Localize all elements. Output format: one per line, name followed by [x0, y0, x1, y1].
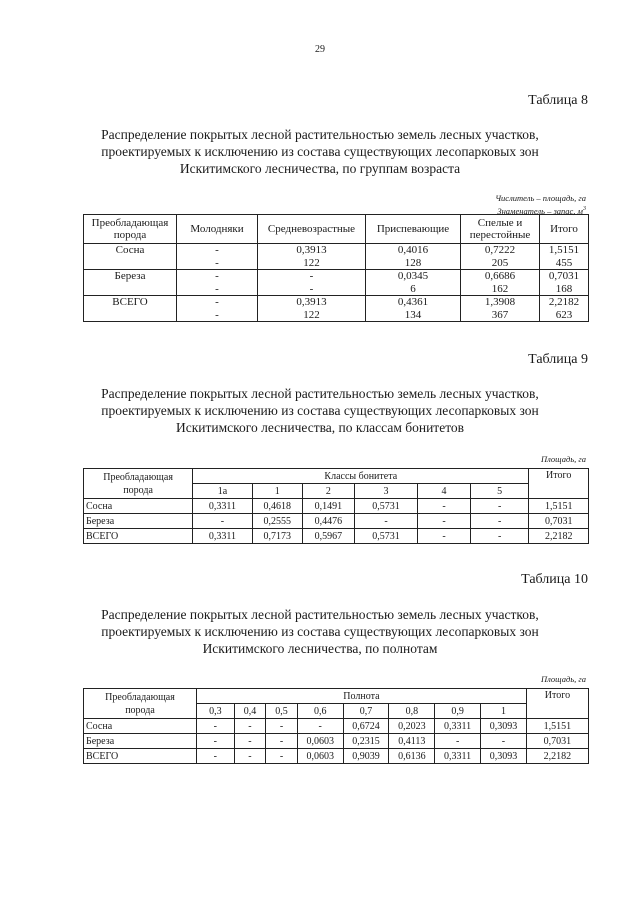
cell: - [481, 734, 527, 749]
table-8-label: Таблица 8 [528, 93, 588, 108]
cell-total: 2,2182 623 [540, 296, 589, 322]
cell-species: Береза [84, 514, 193, 529]
cell: - [234, 749, 266, 764]
header-class: 5 [470, 484, 528, 499]
caption-line: проектируемых к исключению из состава существующих лесопарковых зон [101, 403, 539, 418]
cell: 0,5731 [354, 529, 417, 544]
cell: 0,2023 [389, 719, 435, 734]
cell: 0,2315 [343, 734, 389, 749]
table-row [84, 296, 589, 322]
cell-total: 2,2182 [529, 529, 589, 544]
table-8 [83, 214, 589, 322]
table-row [84, 514, 589, 529]
header-class: 0,7 [343, 704, 389, 719]
table-row [84, 749, 589, 764]
cell: - [418, 514, 471, 529]
header-middle-aged: Средневозрастные [258, 215, 366, 244]
cell: - [354, 514, 417, 529]
table-row [84, 270, 589, 296]
cell: - [297, 719, 343, 734]
table-9-label: Таблица 9 [528, 352, 588, 367]
cell: - - [258, 270, 366, 296]
cell: 0,6724 [343, 719, 389, 734]
cell-total: 1,5151 455 [540, 244, 589, 270]
header-maturing: Приспевающие [366, 215, 461, 244]
cell: - [266, 734, 298, 749]
header-species: Преобладающая порода [84, 689, 197, 719]
table-row [84, 734, 589, 749]
header-total: Итого [526, 689, 588, 719]
header-class: 0,4 [234, 704, 266, 719]
header-young: Молодняки [177, 215, 258, 244]
cell: 0,3093 [481, 719, 527, 734]
cell: - [470, 529, 528, 544]
cell: 0,3311 [193, 499, 253, 514]
caption-line: проектируемых к исключению из состава существующих лесопарковых зон [101, 144, 539, 159]
cell: 0,3093 [481, 749, 527, 764]
cell-species: ВСЕГО [84, 529, 193, 544]
cell: 0,3913 122 [258, 296, 366, 322]
header-total: Итого [540, 215, 589, 244]
cell-total: 0,7031 [526, 734, 588, 749]
header-total: Итого [529, 469, 589, 499]
cell: - [418, 529, 471, 544]
caption-line: Искитимского лесничества, по группам возраста [179, 161, 461, 176]
cell: - - [177, 270, 258, 296]
cell: 0,4113 [389, 734, 435, 749]
page-number: 29 [315, 44, 325, 55]
cell: 0,4016 128 [366, 244, 461, 270]
cell-total: 0,7031 168 [540, 270, 589, 296]
cell: - [470, 514, 528, 529]
header-species: Преобладающая порода [84, 215, 177, 244]
header-class: 0,5 [266, 704, 298, 719]
cell: - [234, 719, 266, 734]
cell: - [418, 499, 471, 514]
table-header-row [84, 689, 589, 704]
table-header-row [84, 215, 589, 244]
cell-species: Сосна [84, 719, 197, 734]
caption-line: проектируемых к исключению из состава существующих лесопарковых зон [101, 624, 539, 639]
cell: 0,0345 6 [366, 270, 461, 296]
header-class: 0,3 [197, 704, 235, 719]
cell: - [234, 734, 266, 749]
cell-species: Береза [84, 270, 177, 296]
cell: 0,3311 [435, 749, 481, 764]
cell-total: 2,2182 [526, 749, 588, 764]
cell: 0,6136 [389, 749, 435, 764]
cell: 0,9039 [343, 749, 389, 764]
cell: 0,0603 [297, 734, 343, 749]
cell: 1,3908 367 [461, 296, 540, 322]
cell: - [266, 749, 298, 764]
cell: 0,7173 [252, 529, 302, 544]
cell-species: ВСЕГО [84, 296, 177, 322]
cell-species: Сосна [84, 244, 177, 270]
table-9-caption [60, 385, 580, 436]
table-row [84, 244, 589, 270]
cell: - [470, 499, 528, 514]
cell-total: 1,5151 [526, 719, 588, 734]
header-bonitet-classes: Классы бонитета [193, 469, 529, 484]
table-row [84, 529, 589, 544]
cell: 0,4361 134 [366, 296, 461, 322]
cell-total: 1,5151 [529, 499, 589, 514]
header-class: 0,9 [435, 704, 481, 719]
cell: 0,3311 [435, 719, 481, 734]
table-row [84, 499, 589, 514]
table-header-row [84, 469, 589, 484]
cell: 0,0603 [297, 749, 343, 764]
header-class: 2 [302, 484, 354, 499]
table-10-unit-note: Площадь, га [540, 674, 586, 684]
cell: 0,4618 [252, 499, 302, 514]
cell: 0,3913 122 [258, 244, 366, 270]
table-9-unit-note: Площадь, га [540, 454, 586, 464]
caption-line: Искитимского лесничества, по полнотам [202, 641, 438, 656]
cell-species: Сосна [84, 499, 193, 514]
cell: - [266, 719, 298, 734]
cell: 0,4476 [302, 514, 354, 529]
unit-denominator: Знаменатель – запас, $м^3$ [497, 205, 586, 216]
cell: 0,6686 162 [461, 270, 540, 296]
table-9 [83, 468, 589, 544]
cell-species: ВСЕГО [84, 749, 197, 764]
header-class: 4 [418, 484, 471, 499]
header-class: 1а [193, 484, 253, 499]
header-class: 3 [354, 484, 417, 499]
cell: 0,2555 [252, 514, 302, 529]
header-species: Преобладающая порода [84, 469, 193, 499]
cell: 0,5967 [302, 529, 354, 544]
header-class: 1 [252, 484, 302, 499]
cell-species: Береза [84, 734, 197, 749]
header-class: 1 [481, 704, 527, 719]
unit-numerator: Числитель – площадь, га [495, 193, 586, 203]
cell: 0,7222 205 [461, 244, 540, 270]
cell: - [193, 514, 253, 529]
cell: - - [177, 296, 258, 322]
caption-line: Распределение покрытых лесной растительностью земель лесных участков, [101, 607, 539, 622]
table-8-caption [60, 126, 580, 177]
caption-line: Распределение покрытых лесной растительностью земель лесных участков, [101, 386, 539, 401]
cell: - [197, 749, 235, 764]
cell: 0,3311 [193, 529, 253, 544]
cell: - [197, 734, 235, 749]
caption-line: Распределение покрытых лесной растительностью земель лесных участков, [101, 127, 539, 142]
header-class: 0,6 [297, 704, 343, 719]
caption-line: Искитимского лесничества, по классам бонитетов [175, 420, 465, 435]
cell-total: 0,7031 [529, 514, 589, 529]
table-10-label: Таблица 10 [521, 572, 588, 587]
cell: 0,5731 [354, 499, 417, 514]
header-class: 0,8 [389, 704, 435, 719]
table-row [84, 719, 589, 734]
cell: - [197, 719, 235, 734]
header-density: Полнота [197, 689, 527, 704]
table-10 [83, 688, 589, 764]
header-mature: Спелые и перестойные [461, 215, 540, 244]
cell: - [435, 734, 481, 749]
cell: 0,1491 [302, 499, 354, 514]
cell: - - [177, 244, 258, 270]
table-10-caption [60, 606, 580, 657]
